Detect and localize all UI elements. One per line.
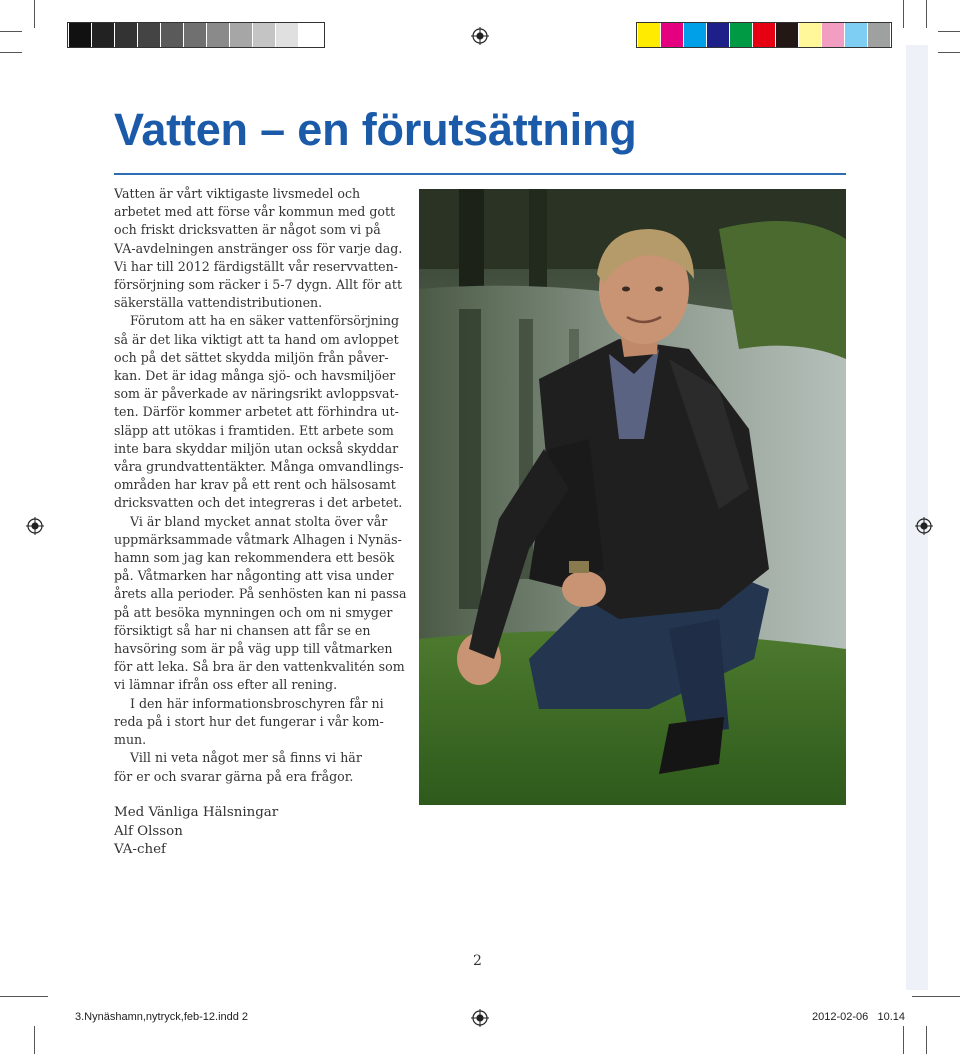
portrait-photo bbox=[419, 189, 846, 805]
slug-time: 10.14 bbox=[877, 1011, 905, 1023]
color-swatch bbox=[299, 23, 321, 47]
body-line: Vi har till 2012 färdigställt vår reservvatten- bbox=[114, 258, 398, 274]
body-line: hamn som jag kan rekommendera ett besök bbox=[114, 550, 395, 566]
body-line: på. Våtmarken har någonting att visa under bbox=[114, 568, 394, 584]
registration-mark-icon bbox=[471, 1009, 489, 1027]
portrait-illustration bbox=[419, 189, 846, 805]
color-swatch bbox=[184, 23, 206, 47]
color-swatch bbox=[230, 23, 252, 47]
body-line: mun. bbox=[114, 732, 147, 748]
page-number: 2 bbox=[473, 953, 482, 969]
body-line: så är det lika viktigt att ta hand om avloppet bbox=[114, 331, 399, 347]
signature-block bbox=[114, 804, 278, 860]
body-line: Vill ni veta något mer så finns vi här bbox=[130, 750, 362, 766]
slug-date: 2012-02-06 bbox=[812, 1011, 869, 1023]
body-line: för er och svarar gärna på era frågor. bbox=[114, 768, 354, 784]
color-swatch bbox=[92, 23, 114, 47]
body-line: försörjning som räcker i 5-7 dygn. Allt för att bbox=[114, 277, 403, 293]
body-line: försiktigt så har ni chansen att får se en bbox=[114, 622, 371, 638]
body-line: som är påverkade av näringsrikt avloppsvat- bbox=[114, 386, 399, 402]
crop-mark bbox=[903, 0, 904, 28]
crop-mark bbox=[903, 1026, 904, 1054]
color-swatch bbox=[822, 23, 844, 47]
color-swatch bbox=[638, 23, 660, 47]
color-swatch bbox=[753, 23, 775, 47]
color-swatch bbox=[845, 23, 867, 47]
color-swatch bbox=[115, 23, 137, 47]
body-line: I den här informationsbroschyren får ni bbox=[130, 695, 384, 711]
slug-filename: 3.Nynäshamn,nytryck,feb-12.indd 2 bbox=[75, 1011, 249, 1023]
registration-mark-icon bbox=[471, 27, 489, 45]
body-line: Förutom att ha en säker vattenförsörjning bbox=[130, 313, 400, 329]
page-title: Vatten – en förutsättning bbox=[114, 104, 637, 155]
body-line: släpp att utökas i framtiden. Ett arbete som bbox=[114, 422, 394, 438]
signature-name: Alf Olsson bbox=[114, 823, 183, 839]
body-line: inte bara skyddar miljön utan också skyddar bbox=[114, 440, 399, 456]
body-line: reda på i stort hur det fungerar i vår kom- bbox=[114, 713, 384, 729]
body-line: våra grundvattentäkter. Många omvandlings- bbox=[114, 459, 404, 475]
color-swatch bbox=[138, 23, 160, 47]
title-rule bbox=[114, 173, 846, 175]
registration-mark-icon bbox=[26, 517, 44, 535]
body-line: uppmärksammade våtmark Alhagen i Nynäs- bbox=[114, 531, 402, 547]
color-swatch bbox=[161, 23, 183, 47]
body-line: arbetet med att förse vår kommun med gott bbox=[114, 204, 396, 220]
body-line: Vatten är vårt viktigaste livsmedel och bbox=[114, 186, 361, 201]
body-text bbox=[114, 185, 407, 786]
body-line: vi lämnar ifrån oss efter all rening. bbox=[114, 677, 338, 693]
crop-mark bbox=[926, 1026, 927, 1054]
color-swatch bbox=[799, 23, 821, 47]
crop-mark bbox=[0, 996, 48, 997]
body-line: för att leka. Så bra är den vattenkvalitén som bbox=[114, 659, 405, 675]
color-swatch bbox=[276, 23, 298, 47]
crop-mark bbox=[938, 31, 960, 32]
body-line: säkerställa vattendistributionen. bbox=[114, 295, 323, 311]
body-line: årets alla perioder. På senhösten kan ni passa bbox=[114, 586, 407, 602]
registration-mark-icon bbox=[915, 517, 933, 535]
signature-greeting: Med Vänliga Hälsningar bbox=[114, 805, 279, 820]
body-line: VA-avdelningen anstränger oss för varje dag. bbox=[114, 240, 403, 256]
crop-mark bbox=[938, 52, 960, 53]
body-line: Vi är bland mycket annat stolta över vår bbox=[130, 513, 388, 529]
color-swatch bbox=[661, 23, 683, 47]
body-line: dricksvatten och det integreras i det arbetet. bbox=[114, 495, 403, 511]
body-line: ten. Därför kommer arbetet att förhindra ut- bbox=[114, 404, 399, 420]
crop-mark bbox=[912, 996, 960, 997]
color-swatch bbox=[707, 23, 729, 47]
crop-mark bbox=[34, 0, 35, 28]
color-swatch bbox=[776, 23, 798, 47]
slug-timestamp bbox=[812, 1011, 905, 1023]
body-line: områden har krav på ett rent och hälsosamt bbox=[114, 477, 396, 493]
body-line: havsöring som är på väg upp till våtmarken bbox=[114, 641, 393, 657]
body-line: på att besöka mynningen och om ni smyger bbox=[114, 604, 393, 620]
color-swatch bbox=[69, 23, 91, 47]
color-swatch bbox=[868, 23, 890, 47]
crop-mark bbox=[0, 31, 22, 32]
crop-mark bbox=[0, 52, 22, 53]
crop-mark bbox=[34, 1026, 35, 1054]
signature-role: VA-chef bbox=[114, 842, 166, 858]
color-swatch bbox=[207, 23, 229, 47]
body-line: kan. Det är idag många sjö- och havsmiljöer bbox=[114, 368, 396, 384]
body-line: och på det sättet skydda miljön från påver- bbox=[114, 349, 389, 365]
color-swatch bbox=[730, 23, 752, 47]
body-line: och friskt dricksvatten är något som vi på bbox=[114, 222, 381, 238]
crop-mark bbox=[926, 0, 927, 28]
color-swatch bbox=[684, 23, 706, 47]
color-swatch bbox=[253, 23, 275, 47]
